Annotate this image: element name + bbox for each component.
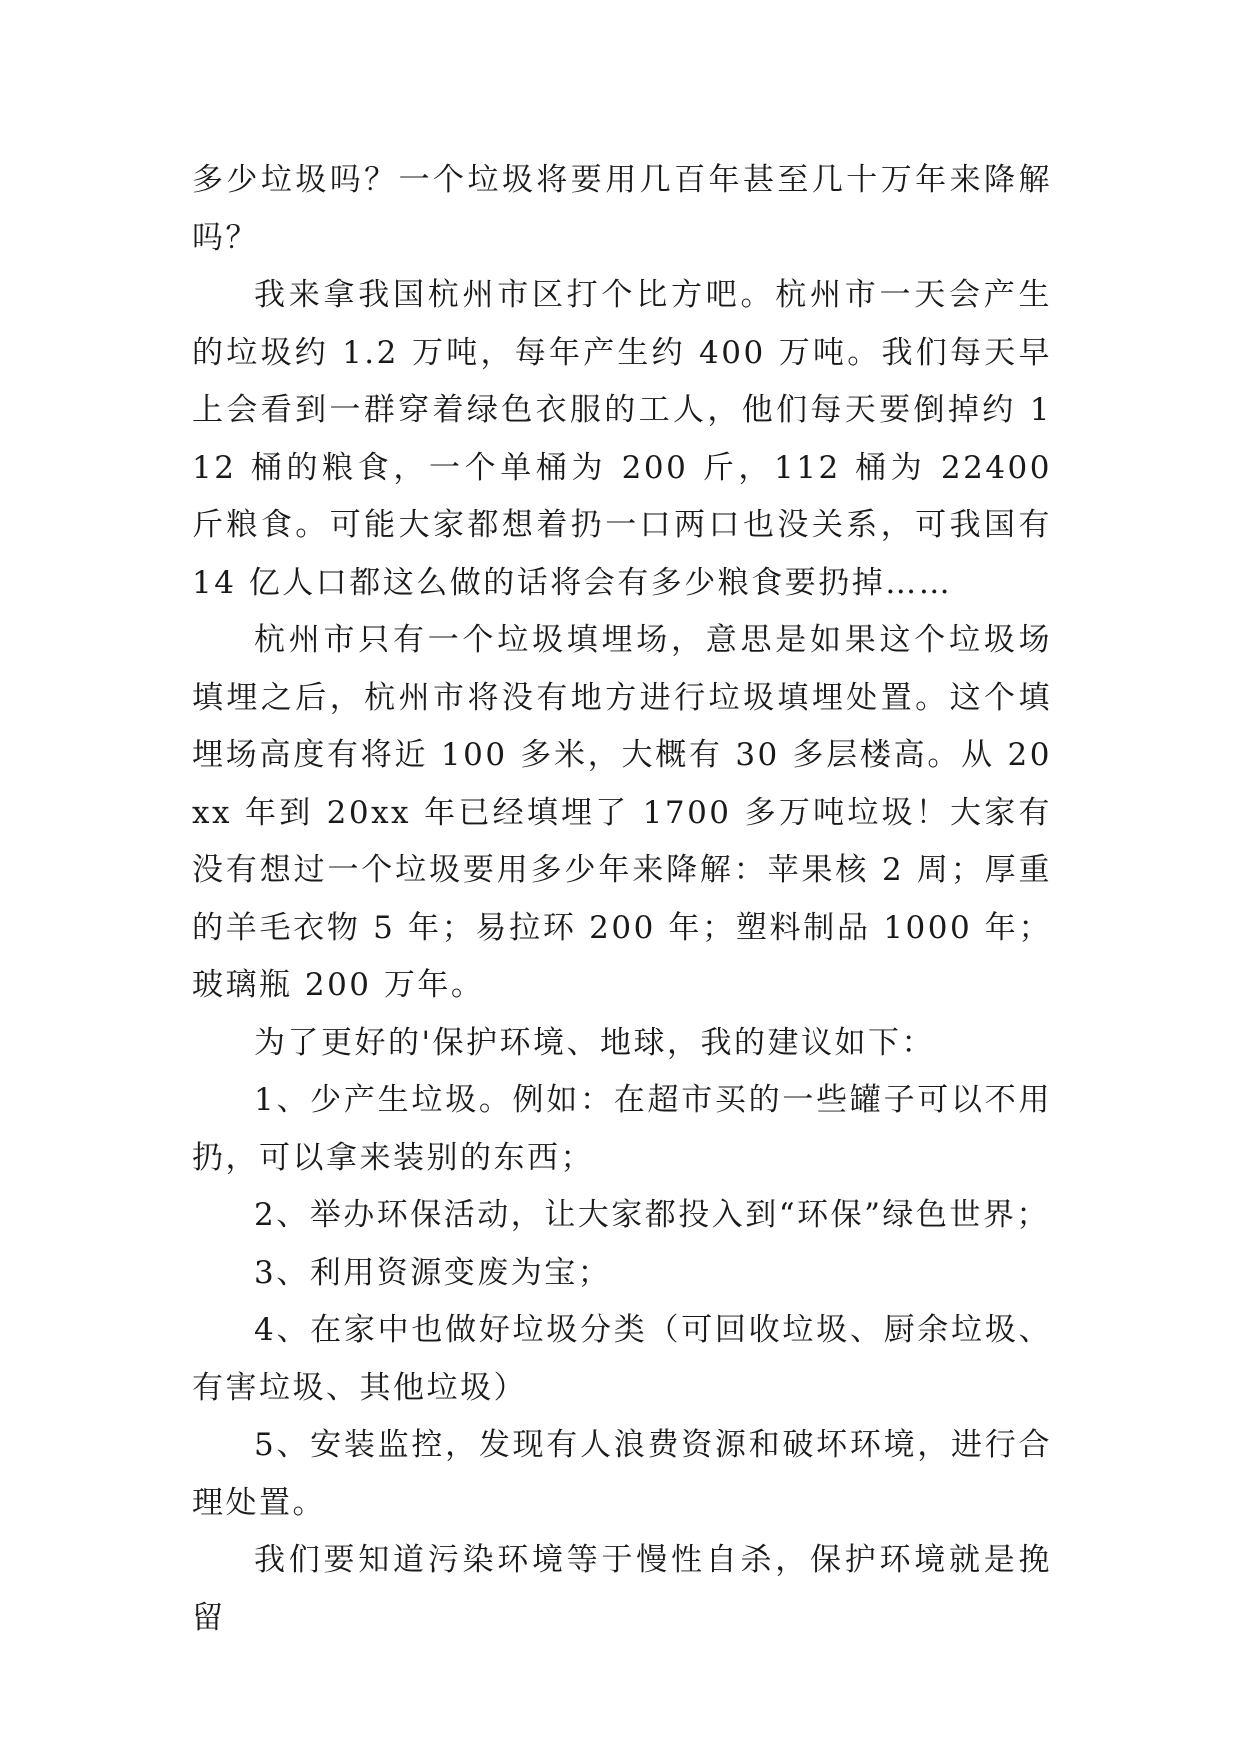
suggestion-item-3: 3、利用资源变废为宝；: [254, 1254, 612, 1291]
paragraph-hangzhou-garbage: 我来拿我国杭州市区打个比方吧。杭州市一天会产生的垃圾约 1.2 万吨，每年产生约 400 万吨。我们每天早上会看到一群穿着绿色衣服的工人，他们每天要倒掉约 112 桶的粮食，一个单桶为 200 斤，112 桶为 22400 斤粮食。可能大家都想着扔一口两口也没关系，可我国有 14 亿人口都这么做的话将会有多少粮食要扔掉……: [192, 277, 1052, 601]
paragraph-continuation: 多少垃圾吗？一个垃圾将要用几百年甚至几十万年来降解吗？: [192, 162, 1052, 256]
paragraph-landfill: 杭州市只有一个垃圾填埋场，意思是如果这个垃圾场填埋之后，杭州市将没有地方进行垃圾填埋处置。这个填埋场高度有将近 100 多米，大概有 30 多层楼高。从 20xx 年到 20xx 年已经填埋了 1700 多万吨垃圾！大家有没有想过一个垃圾要用多少年来降解：苹果核 2 周；厚重的羊毛衣物 5 年；易拉环 200 年；塑料制品 1000 年；玻璃瓶 200 万年。: [192, 622, 1052, 1003]
suggestion-item-1: 1、少产生垃圾。例如：在超市买的一些罐子可以不用扔，可以拿来装别的东西；: [192, 1082, 1052, 1176]
suggestion-item-4: 4、在家中也做好垃圾分类（可回收垃圾、厨余垃圾、有害垃圾、其他垃圾）: [192, 1312, 1052, 1406]
paragraph-conclusion: 我们要知道污染环境等于慢性自杀，保护环境就是挽留: [192, 1542, 1052, 1636]
suggestion-item-5: 5、安装监控，发现有人浪费资源和破坏环境，进行合理处置。: [192, 1427, 1052, 1521]
paragraph-suggestions-intro: 为了更好的'保护环境、地球，我的建议如下：: [254, 1024, 936, 1061]
suggestion-item-2: 2、举办环保活动，让大家都投入到“环保”绿色世界；: [254, 1197, 1050, 1233]
document-body: [192, 152, 1052, 1647]
